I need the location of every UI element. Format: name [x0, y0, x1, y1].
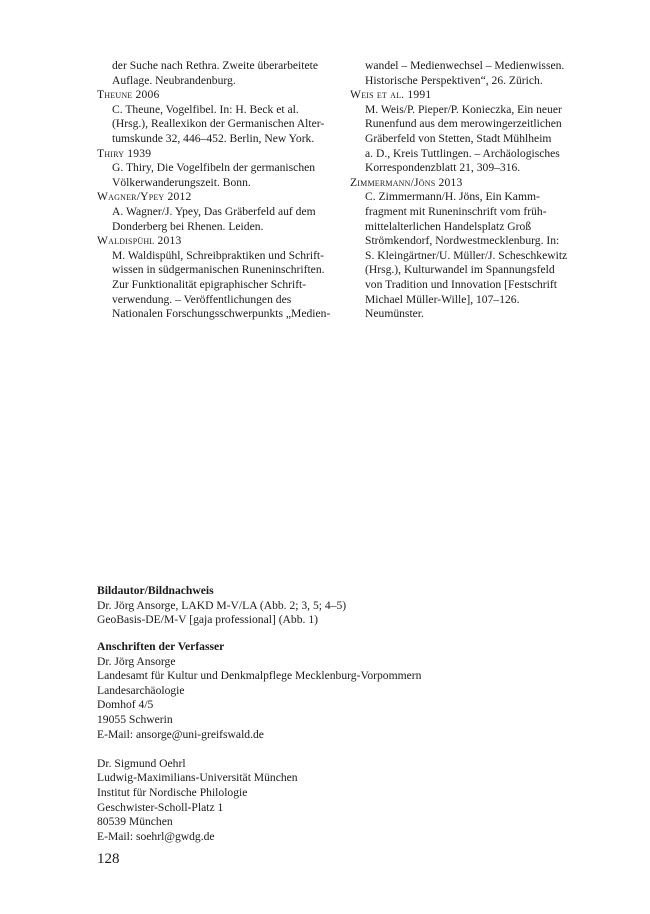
text-line: Donderberg bei Rhenen. Leiden.	[112, 219, 264, 233]
bib-entry-weis-1991	[350, 88, 588, 176]
bib-key: Wagner/Ypey 2012	[97, 190, 192, 204]
bib-entry-waldispuehl-2013	[97, 234, 337, 322]
text-line: Nationalen Forschungsschwerpunkts „Medien-	[112, 307, 331, 321]
bib-entry-wagner-ypey-2012	[97, 190, 337, 234]
credit-line: GeoBasis-DE/M-V [gaja professional] (Abb. 1)	[97, 613, 318, 627]
text-line: C. Zimmermann/H. Jöns, Ein Kamm-	[365, 190, 540, 204]
author-addresses	[97, 640, 547, 844]
spacer	[97, 742, 547, 757]
text-line: der Suche nach Rethra. Zweite überarbeitete	[112, 59, 319, 72]
continued-entry	[350, 59, 588, 88]
text-line: (Hrsg.), Kulturwandel im Spannungsfeld	[365, 263, 555, 277]
bib-entry-zimmermann-joens-2013	[350, 176, 588, 322]
text-line: Historische Perspektiven“, 26. Zürich.	[365, 73, 543, 87]
bib-key: Zimmermann/Jöns 2013	[350, 175, 463, 189]
text-line: fragment mit Runeninschrift vom früh-	[365, 204, 547, 218]
text-line: Strömkendorf, Nordwestmecklenburg. In:	[365, 234, 560, 248]
text-line: mittelalterlichen Handelsplatz Groß	[365, 219, 532, 233]
email-line: E-Mail: soehrl@gwdg.de	[97, 829, 215, 843]
address-line: Institut für Nordische Philologie	[97, 785, 248, 799]
bibliography-column-right	[350, 59, 588, 322]
text-line: Völkerwanderungszeit. Bonn.	[112, 175, 251, 189]
text-line: Neumünster.	[365, 307, 424, 321]
continued-entry	[97, 59, 337, 88]
email-line: E-Mail: ansorge@uni-greifswald.de	[97, 727, 264, 741]
page-number: 128	[97, 851, 120, 867]
text-line: wissen in südgermanischen Runeninschriften.	[112, 263, 325, 277]
bib-key: Weis et al. 1991	[350, 88, 432, 102]
text-line: A. Wagner/J. Ypey, Das Gräberfeld auf dem	[112, 204, 316, 218]
bib-key: Theune 2006	[97, 88, 160, 102]
bib-entry-theune-2006	[97, 88, 337, 146]
bibliography-column-left	[97, 59, 337, 322]
text-line: S. Kleingärtner/U. Müller/J. Scheschkewitz	[365, 248, 568, 262]
credit-line: Dr. Jörg Ansorge, LAKD M-V/LA (Abb. 2; 3, 5; 4–5)	[97, 598, 347, 612]
text-line: Zur Funktionalität epigraphischer Schrift-	[112, 277, 307, 291]
text-line: verwendung. – Veröffentlichungen des	[112, 292, 292, 306]
text-line: Auflage. Neubrandenburg.	[112, 73, 236, 87]
address-line: Geschwister-Scholl-Platz 1	[97, 800, 224, 814]
credits-heading: Bildautor/Bildnachweis	[97, 584, 214, 597]
author-name: Dr. Jörg Ansorge	[97, 654, 176, 668]
bib-key: Thiry 1939	[97, 146, 152, 160]
bib-entry-thiry-1939	[97, 147, 337, 191]
text-line: G. Thiry, Die Vogelfibeln der germanischen	[112, 161, 316, 175]
text-line: tumskunde 32, 446–452. Berlin, New York.	[112, 131, 315, 145]
image-credits	[97, 584, 547, 628]
author-name: Dr. Sigmund Oehrl	[97, 756, 186, 770]
text-line: a. D., Kreis Tuttlingen. – Archäologisches	[365, 146, 560, 160]
text-line: wandel – Medienwechsel – Medienwissen.	[365, 59, 565, 72]
addresses-heading: Anschriften der Verfasser	[97, 640, 225, 653]
author-address-2	[97, 757, 547, 845]
address-line: 19055 Schwerin	[97, 712, 173, 726]
text-line: Michael Müller-Wille], 107–126.	[365, 292, 520, 306]
author-address-1	[97, 655, 547, 743]
address-line: Landesarchäologie	[97, 683, 185, 697]
bib-key: Waldispühl 2013	[97, 234, 182, 248]
text-line: M. Waldispühl, Schreibpraktiken und Schrift-	[112, 248, 325, 262]
text-line: Gräberfeld von Stetten, Stadt Mühlheim	[365, 131, 552, 145]
address-line: Landesamt für Kultur und Denkmalpflege Mecklenburg-Vorpommern	[97, 669, 422, 683]
address-line: Ludwig-Maximilians-Universität München	[97, 771, 298, 785]
address-line: Domhof 4/5	[97, 698, 154, 712]
text-line: (Hrsg.), Reallexikon der Germanischen Alter-	[112, 117, 325, 131]
text-line: C. Theune, Vogelfibel. In: H. Beck et al.	[112, 102, 299, 116]
text-line: M. Weis/P. Pieper/P. Konieczka, Ein neuer	[365, 102, 562, 116]
text-line: von Tradition und Innovation [Festschrift	[365, 277, 557, 291]
text-line: Runenfund aus dem merowingerzeitlichen	[365, 117, 562, 131]
text-line: Korrespondenzblatt 21, 309–316.	[365, 161, 521, 175]
address-line: 80539 München	[97, 815, 173, 829]
